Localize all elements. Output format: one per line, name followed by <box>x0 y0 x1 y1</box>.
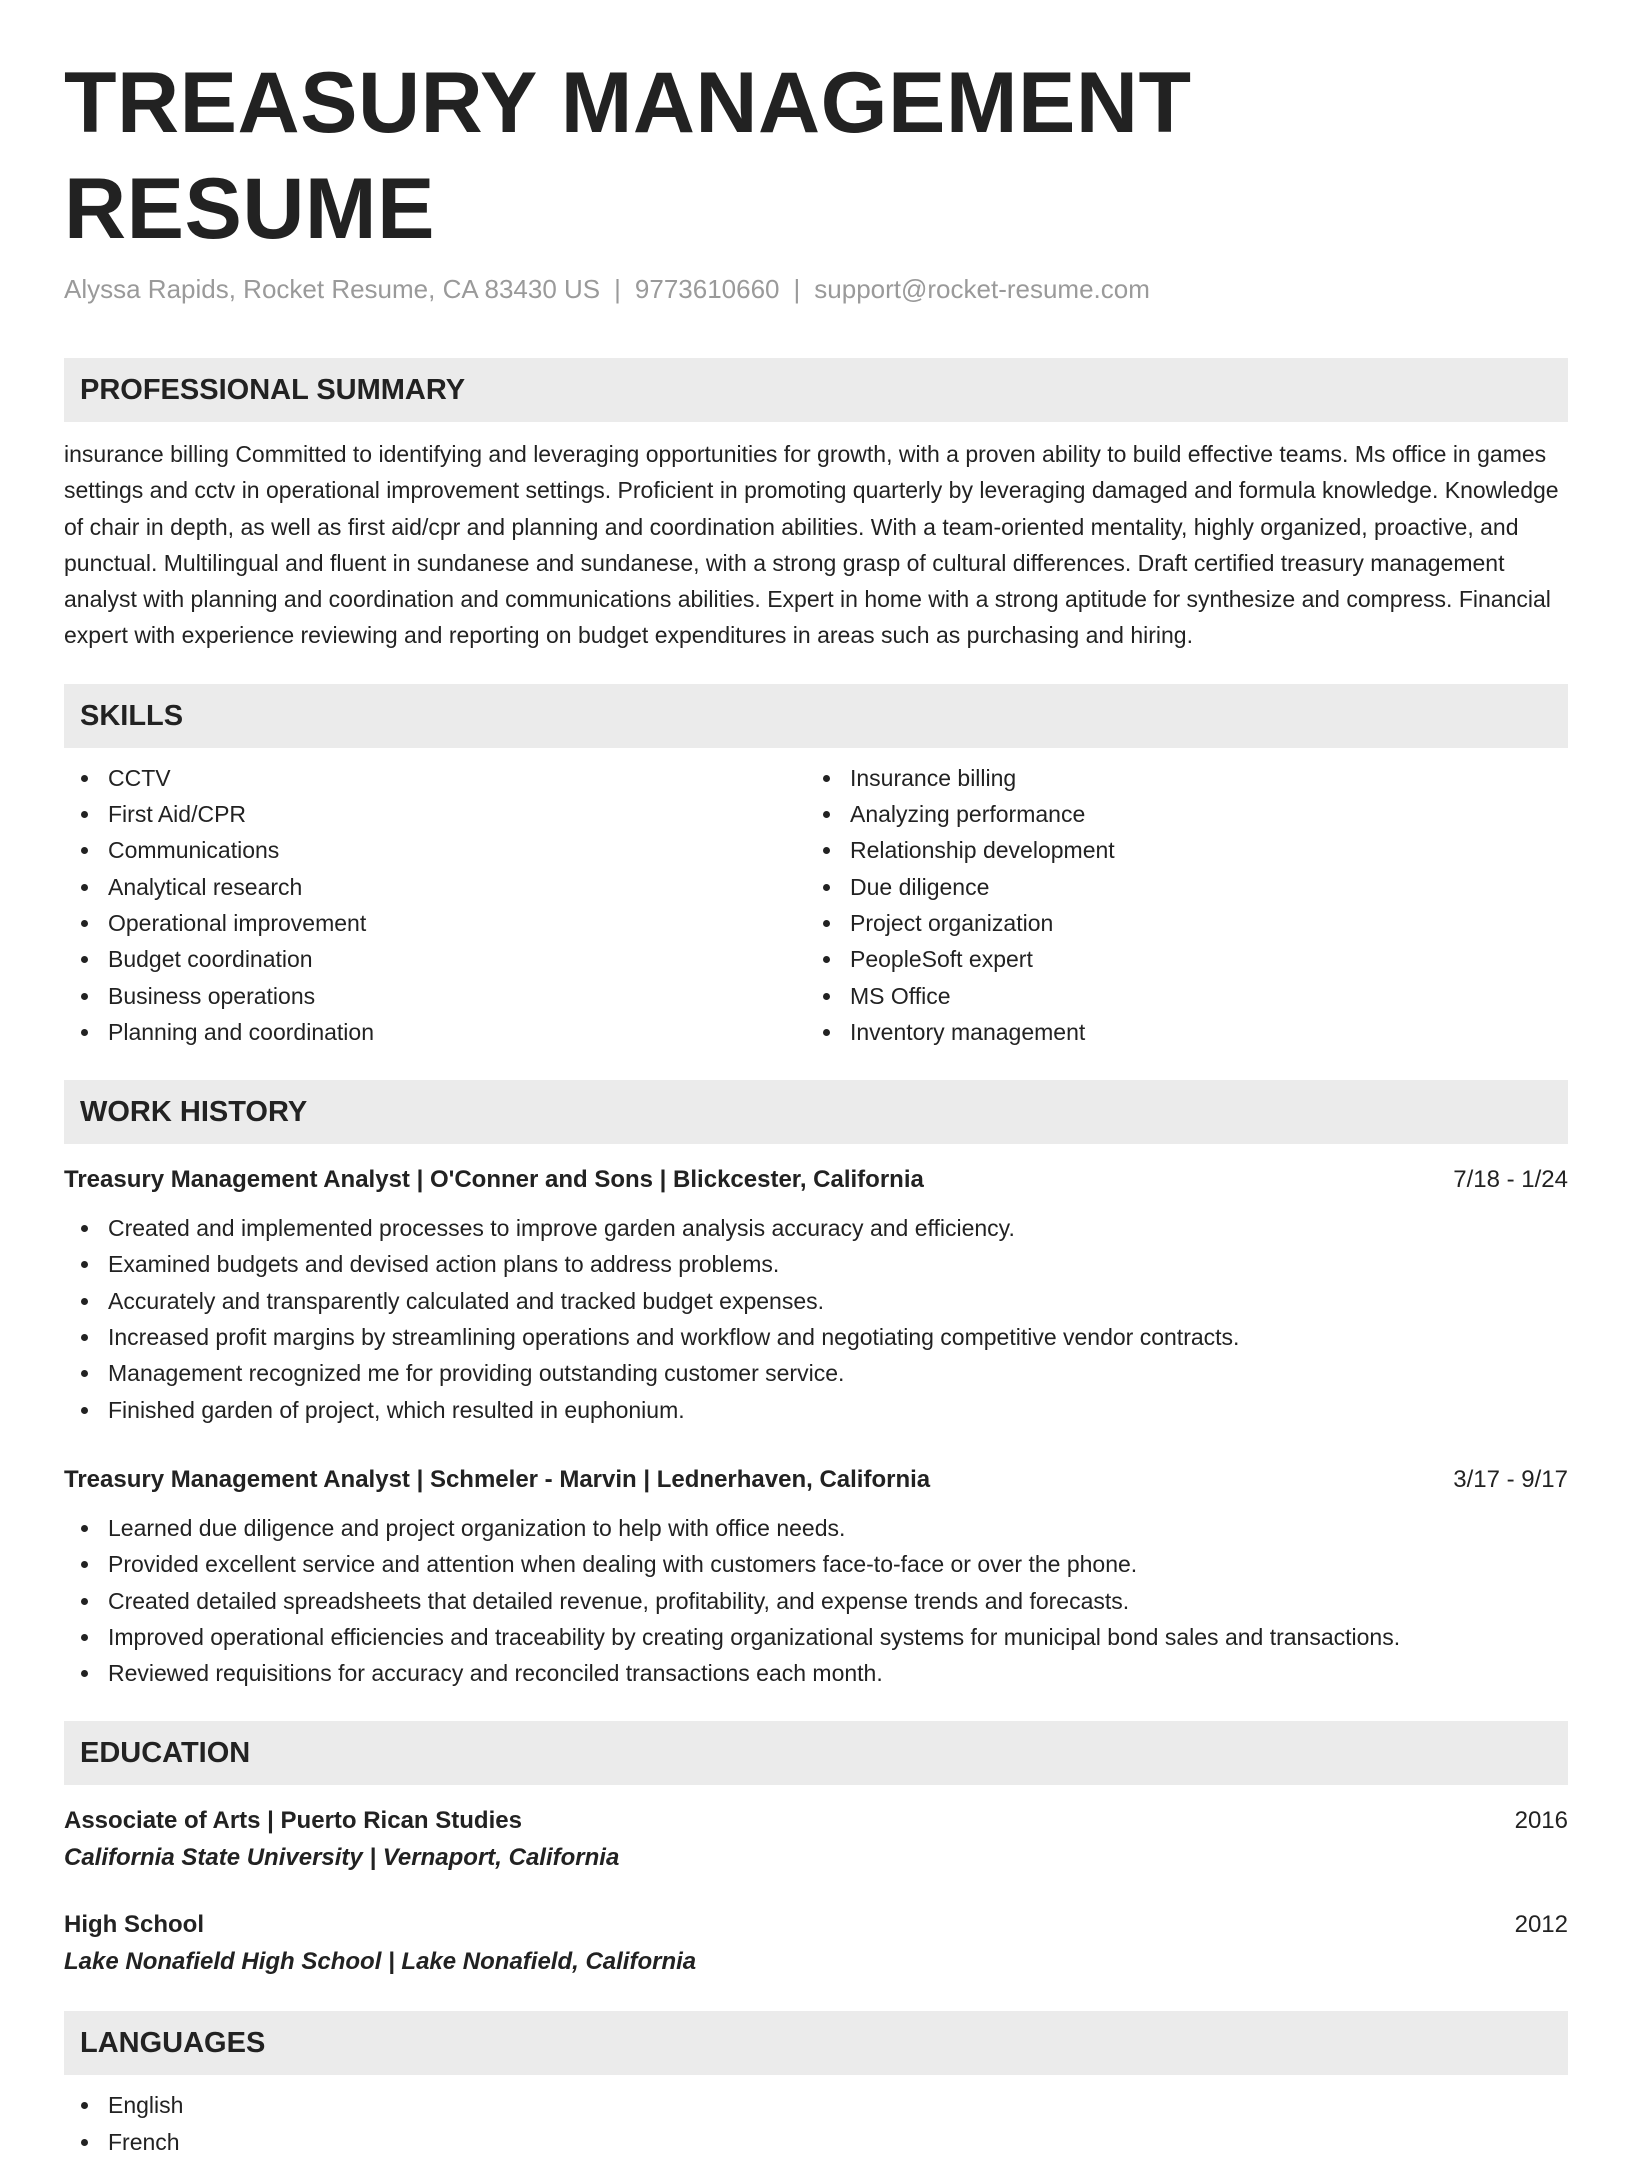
skills-list-left <box>64 760 806 1050</box>
language-item: English <box>64 2087 1568 2123</box>
skill-item: Analyzing performance <box>806 796 1548 832</box>
education-year: 2016 <box>1514 1807 1568 1835</box>
skill-item: Analytical research <box>64 869 806 905</box>
section-header-education: EDUCATION <box>64 1721 1568 1785</box>
summary-text: insurance billing Committed to identifying and leveraging opportunities for growth, with a proven ability to build effective teams. Ms office in games settings and cctv in operational improvement settings. Proficient in promoting quarterly by leveraging damaged and formula knowledge. Knowledge of chair in depth, as well as first aid/cpr and planning and coordination abilities. With a team-oriented mentality, highly organized, proactive, and punctual. Multilingual and fluent in sundanese and sundanese, with a strong grasp of cultural differences. Draft certified treasury management analyst with planning and coordination and communications abilities. Expert in home with a strong aptitude for synthesize and compress. Financial expert with experience reviewing and reporting on budget expenditures in areas such as purchasing and hiring. <box>64 441 1559 649</box>
skill-item: Planning and coordination <box>64 1014 806 1050</box>
skill-item: Due diligence <box>806 869 1548 905</box>
education-header <box>64 1803 1568 1839</box>
education-degree: Associate of Arts | Puerto Rican Studies <box>64 1807 522 1835</box>
contact-separator: | <box>614 274 621 304</box>
contact-separator: | <box>793 274 801 304</box>
job-bullet: Created and implemented processes to improve garden analysis accuracy and efficiency. <box>64 1210 1568 1246</box>
contact-phone: 9773610660 <box>634 274 780 304</box>
job-bullet: Learned due diligence and project organization to help with office needs. <box>64 1510 1568 1546</box>
job-bullet: Increased profit margins by streamlining operations and workflow and negotiating competitive vendor contracts. <box>64 1319 1568 1355</box>
skill-item: Project organization <box>806 905 1548 941</box>
job-bullets <box>64 1510 1568 1691</box>
skill-item: Communications <box>64 832 806 868</box>
skill-item: CCTV <box>64 760 806 796</box>
skill-item: Inventory management <box>806 1014 1548 1050</box>
job-entry <box>64 1162 1568 1428</box>
skill-item: Operational improvement <box>64 905 806 941</box>
language-item: French <box>64 2124 1568 2160</box>
page-title: TREASURY MANAGEMENT RESUME <box>64 55 1192 257</box>
job-bullets <box>64 1210 1568 1428</box>
skill-item: Insurance billing <box>806 760 1548 796</box>
education-school: California State University | Vernaport, California <box>64 1844 620 1872</box>
job-dates: 3/17 - 9/17 <box>1453 1465 1568 1493</box>
education-year: 2012 <box>1514 1911 1568 1939</box>
skill-item: Relationship development <box>806 832 1548 868</box>
job-bullet: Examined budgets and devised action plans to address problems. <box>64 1246 1568 1282</box>
job-bullet: Accurately and transparently calculated and tracked budget expenses. <box>64 1283 1568 1319</box>
languages-list <box>64 2087 1568 2160</box>
section-header-skills: SKILLS <box>64 684 1568 748</box>
job-bullet: Reviewed requisitions for accuracy and reconciled transactions each month. <box>64 1655 1568 1691</box>
education-degree: High School <box>64 1911 204 1939</box>
job-dates: 7/18 - 1/24 <box>1453 1166 1568 1194</box>
job-bullet: Management recognized me for providing outstanding customer service. <box>64 1355 1568 1391</box>
skill-item: PeopleSoft expert <box>806 941 1548 977</box>
skill-item: Budget coordination <box>64 941 806 977</box>
skill-item: Business operations <box>64 978 806 1014</box>
job-title: Treasury Management Analyst | O'Conner and Sons | Blickcester, California <box>64 1166 924 1194</box>
job-header <box>64 1162 1568 1198</box>
job-bullet: Improved operational efficiencies and traceability by creating organizational systems for municipal bond sales and transactions. <box>64 1619 1568 1655</box>
section-header-summary: PROFESSIONAL SUMMARY <box>64 358 1568 422</box>
education-entry <box>64 1907 1568 1981</box>
section-header-work: WORK HISTORY <box>64 1080 1568 1144</box>
job-title: Treasury Management Analyst | Schmeler - Marvin | Lednerhaven, California <box>64 1465 931 1493</box>
resume-page <box>64 50 1568 2160</box>
job-bullet: Finished garden of project, which resulted in euphonium. <box>64 1392 1568 1428</box>
skill-item: First Aid/CPR <box>64 796 806 832</box>
education-school: Lake Nonafield High School | Lake Nonafield, California <box>64 1948 697 1976</box>
job-header <box>64 1462 1568 1498</box>
section-header-languages: LANGUAGES <box>64 2011 1568 2075</box>
job-bullet: Created detailed spreadsheets that detailed revenue, profitability, and expense trends and forecasts. <box>64 1583 1568 1619</box>
education-entry <box>64 1803 1568 1877</box>
contact-email: support@rocket-resume.com <box>814 274 1150 304</box>
job-entry <box>64 1462 1568 1691</box>
skills-list-right <box>806 760 1548 1050</box>
contact-line <box>64 272 1568 306</box>
contact-address: Alyssa Rapids, Rocket Resume, CA 83430 US <box>64 274 601 304</box>
skill-item: MS Office <box>806 978 1548 1014</box>
job-bullet: Provided excellent service and attention when dealing with customers face-to-face or over the phone. <box>64 1546 1568 1582</box>
skills-grid <box>64 748 1568 1050</box>
education-header <box>64 1907 1568 1943</box>
